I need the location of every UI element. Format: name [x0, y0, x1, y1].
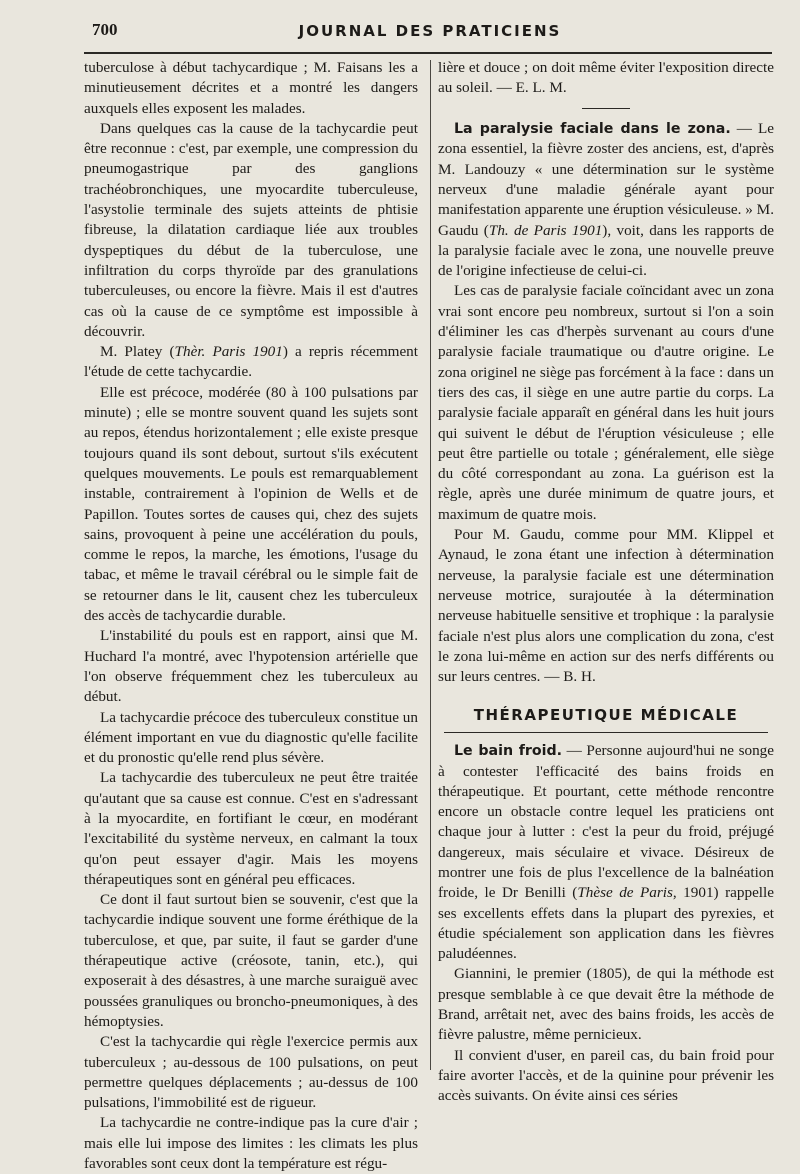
- paragraph: Giannini, le premier (1805), de qui la méthode est presque semblable à ce que devait être la méthode de Brand, arrêtait net, avec des bains froids, les accès de fièvre palustre, même pernicieux.: [438, 965, 774, 1044]
- citation: Thèr. Paris 1901: [174, 343, 283, 361]
- right-column: [438, 58, 774, 1107]
- page-header: [88, 20, 772, 44]
- header-rule: [84, 52, 772, 54]
- paragraph: Dans quelques cas la cause de la tachycardie peut être reconnue : c'est, par exemple, une compression du pneumogastrique par des ganglions trachéobronchiques, une myocardite tuberculeuse, l'asystolie terminale des sujets atteints de phtisie fibreuse, la dilatation cardiaque liée aux troubles dyspeptiques du début de la tuberculose, une infiltration du corps thyroïde par des granulations tuberculeuses, ou encore la fièvre. Mais il est d'autres cas où la cause de ce symptôme est impossible à découvrir.: [84, 119, 418, 340]
- separator-rule: [582, 108, 630, 110]
- citation: Th. de Paris 1901: [488, 221, 603, 239]
- paragraph: La tachycardie ne contre-indique pas la cure d'air ; mais elle lui impose des limites : les climats les plus favorables sont ceux dont la température est régu-: [84, 1114, 418, 1173]
- text-run: — Le zona essentiel, la fièvre zoster des anciens, est, d'après M. Landouzy « une détermination sur le système nerveux d'une maladie générale ayant pour manifestation apparente une éruption vésiculeuse. » M. Gaudu (: [438, 120, 774, 239]
- section-rule: [444, 732, 768, 734]
- paragraph: [84, 342, 418, 383]
- left-column: [84, 58, 418, 1174]
- paragraph: Pour M. Gaudu, comme pour MM. Klippel et Aynaud, le zona étant une infection à détermination nerveuse, la paralysie faciale est une détermination nerveuse motrice, surajoutée à la détermination nerveuse habituelle sensitive et trophique : la paralysie faciale n'est plus alors une complication du zona, c'est le zona lui-même en action sur des nerfs différents ou sur leurs centres. — B. H.: [438, 526, 774, 686]
- paragraph: L'instabilité du pouls est en rapport, ainsi que M. Huchard l'a montré, avec l'hypotension artérielle que l'on observe fréquemment chez les tuberculeux au début.: [84, 627, 418, 706]
- paragraph: tuberculose à début tachycardique ; M. Faisans les a minutieusement décrites et a montré les dangers auxquels elles exposent les malades.: [84, 59, 418, 117]
- paragraph: La tachycardie précoce des tuberculeux constitue un élément important en vue du diagnostic qu'elle facilite et du pronostic qu'elle rend plus sévère.: [84, 708, 418, 767]
- paragraph: C'est la tachycardie qui règle l'exercice permis aux tuberculeux ; au-dessous de 100 pulsations, on peut permettre quelques déplacements ; au-dessus de 100 pulsations, l'immobilité est de rigueur.: [84, 1033, 418, 1112]
- text-run: ) a repris récemment l'étude de cette tachycardie.: [84, 343, 418, 381]
- column-divider: [430, 60, 431, 1070]
- paragraph: [438, 119, 774, 281]
- paragraph: La tachycardie des tuberculeux ne peut être traitée qu'autant que sa cause est connue. C'est en s'adressant à la myocardite, en fortifiant le cœur, en modérant l'excitabilité du système nerveux, en calmant la toux qu'on peut essayer d'agir. Mais les moyens thérapeutiques sont en général peu efficaces.: [84, 769, 418, 888]
- paragraph: [438, 741, 774, 964]
- paragraph: lière et douce ; on doit même éviter l'exposition directe au soleil. — E. L. M.: [438, 59, 774, 97]
- paragraph: Il convient d'user, en pareil cas, du bain froid pour faire avorter l'accès, et de la quinine pour prévenir les accès suivants. On évite ainsi ces séries: [438, 1046, 774, 1105]
- article-heading: Le bain froid.: [454, 743, 563, 760]
- section-title: THÉRAPEUTIQUE MÉDICALE: [473, 706, 739, 725]
- paragraph: Elle est précoce, modérée (80 à 100 pulsations par minute) ; elle se montre souvent quand les sujets sont au repos, étendus horizontalement ; elle existe presque toujours quand ils sont debout, surtout s'ils exécutent quelques mouvements. Le pouls est remarquablement instable, contrairement à l'opinion de Wells et de Papillon. Toutes sortes de causes qui, chez des sujets sains, provoquent à peine une accélération du pouls, comme le repos, la marche, les émotions, l'usage du tabac, et même le travail cérébral ou le simple fait de se retourner dans le lit, causent chez les tuberculeux des accès de tachycardie durable.: [84, 383, 418, 625]
- page-number: 700: [92, 20, 118, 39]
- article-heading: La paralysie faciale dans le zona.: [454, 121, 731, 138]
- paragraph: Les cas de paralysie faciale coïncidant avec un zona vrai sont encore peu nombreux, surtout si l'on a soin d'éliminer les cas d'herpès survenant au cours d'une paralysie faciale traumatique ou d'autre origine. Le zona originel ne siège pas forcément à la face : dans un tiers des cas, il siège en une autre partie du corps. La paralysie faciale apparaît en général dans les huit jours qui suivent le début de l'éruption vésiculeuse ; elle peut être partielle ou totale ; généralement, elle siège du côté correspondant au zona. La guérison est la règle, après une durée minimum de quatre jours, et maximum de quatre mois.: [438, 282, 774, 523]
- text-run: , 1901) rappelle ses excellents effets dans la plupart des pyrexies, et étudie spécialement son application dans les fièvres paludéennes.: [438, 884, 774, 963]
- paragraph: Ce dont il faut surtout bien se souvenir, c'est que la tachycardie indique souvent une forme éréthique de la tuberculose, et que, par suite, il faut se garder d'une thérapeutique active (créosote, tanin, etc.), qui exposerait à des désastres, à une marche suraiguë avec poussées granuliques ou broncho-pneumoniques, à des hémoptysies.: [84, 891, 418, 1030]
- text-run: ), voit, dans les rapports de la paralysie faciale avec le zona, une nouvelle preuve de l'origine infectieuse de celui-ci.: [438, 221, 774, 280]
- text-run: — Personne aujourd'hui ne songe à contester l'efficacité des bains froids en thérapeutique. Et pourtant, cette méthode rencontre encore un obstacle contre lequel les praticiens ont chaque jour à lutter : c'est la peur du froid, préjugé dangereux, mais séculaire et vivace. Désireux de montrer une fois de plus l'excellence de la balnéation froide, le Dr Benilli (: [438, 742, 775, 902]
- text-run: M. Platey (: [100, 343, 175, 361]
- citation: Thèse de Paris: [577, 884, 673, 902]
- journal-title: JOURNAL DES PRATICIENS: [298, 22, 562, 40]
